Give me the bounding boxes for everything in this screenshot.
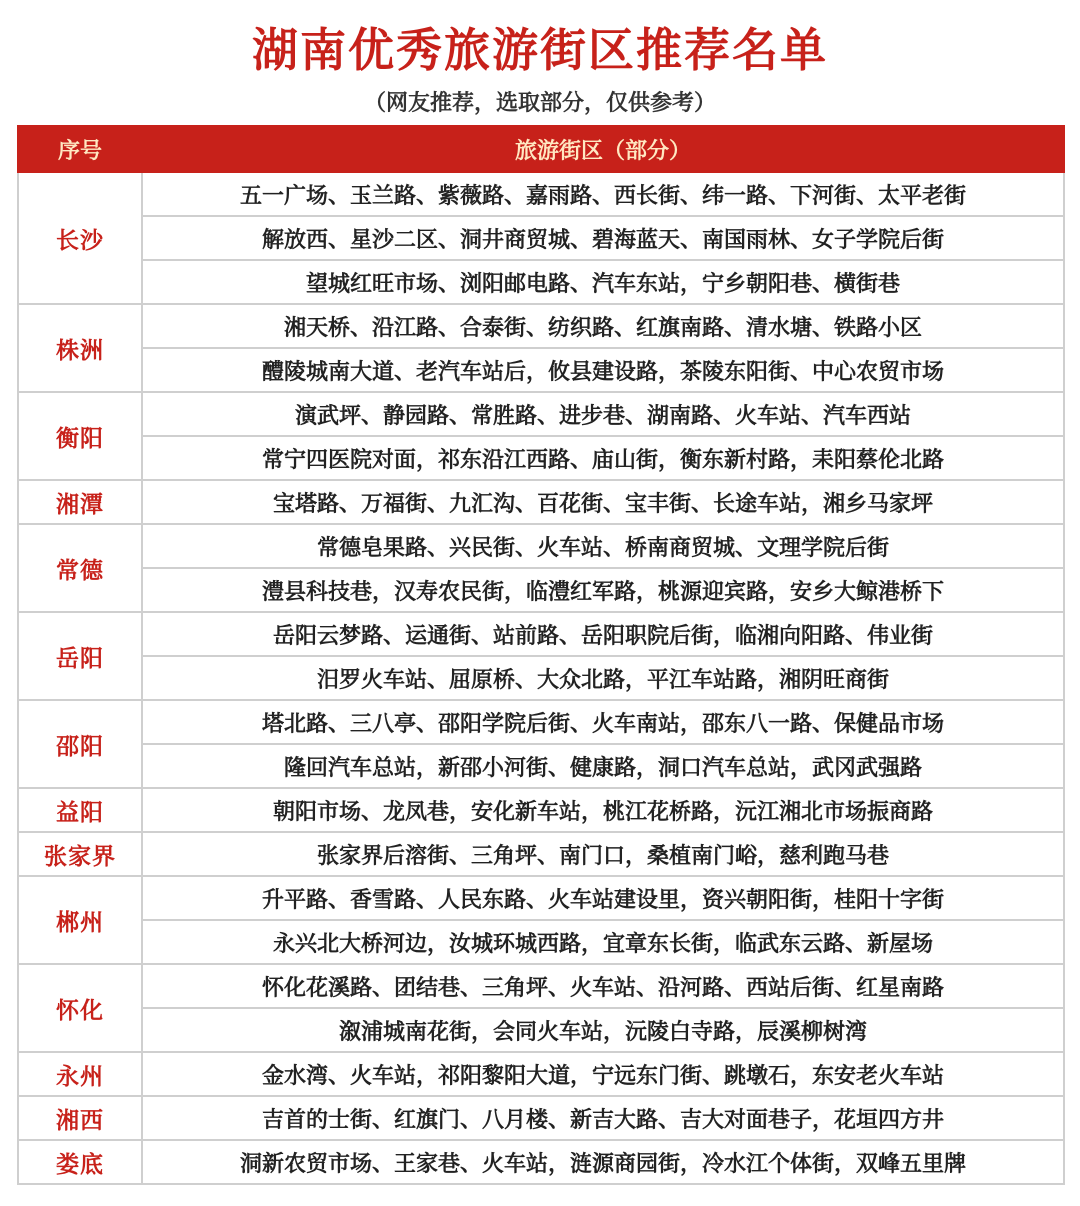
streets-cell: 吉首的士街、红旗门、八月楼、新吉大路、吉大对面巷子，花垣四方井: [142, 1096, 1064, 1140]
table-row: [18, 920, 1064, 964]
table-row: [18, 172, 1064, 216]
streets-cell: 汨罗火车站、屈原桥、大众北路，平江车站路，湘阴旺商街: [142, 656, 1064, 700]
streets-cell: 澧县科技巷，汉寿农民街，临澧红军路，桃源迎宾路，安乡大鲸港桥下: [142, 568, 1064, 612]
header-streets: 旅游街区（部分）: [142, 126, 1064, 172]
table-row: [18, 568, 1064, 612]
table-row: [18, 348, 1064, 392]
city-cell: 邵阳: [18, 700, 142, 788]
table-row: [18, 392, 1064, 436]
streets-cell: 望城红旺市场、浏阳邮电路、汽车东站，宁乡朝阳巷、横街巷: [142, 260, 1064, 304]
table-row: [18, 876, 1064, 920]
table-row: [18, 216, 1064, 260]
streets-table: [17, 125, 1065, 1185]
streets-cell: 解放西、星沙二区、洞井商贸城、碧海蓝天、南国雨林、女子学院后街: [142, 216, 1064, 260]
streets-cell: 怀化花溪路、团结巷、三角坪、火车站、沿河路、西站后街、红星南路: [142, 964, 1064, 1008]
page-subtitle: （网友推荐，选取部分，仅供参考）: [363, 91, 716, 116]
streets-cell: 演武坪、静园路、常胜路、进步巷、湖南路、火车站、汽车西站: [142, 392, 1064, 436]
table-row: [18, 1096, 1064, 1140]
city-cell: 湘潭: [18, 480, 142, 524]
table-row: [18, 304, 1064, 348]
streets-cell: 朝阳市场、龙凤巷，安化新车站，桃江花桥路，沅江湘北市场振商路: [142, 788, 1064, 832]
table-row: [18, 480, 1064, 524]
city-cell: 株洲: [18, 304, 142, 392]
streets-cell: 常德皂果路、兴民街、火车站、桥南商贸城、文理学院后街: [142, 524, 1064, 568]
table-row: [18, 612, 1064, 656]
city-cell: 娄底: [18, 1140, 142, 1184]
table-row: [18, 1008, 1064, 1052]
table-row: [18, 260, 1064, 304]
table-row: [18, 436, 1064, 480]
header-index: 序号: [18, 126, 142, 172]
streets-table-container: [17, 125, 1063, 1185]
city-cell: 常德: [18, 524, 142, 612]
table-row: [18, 832, 1064, 876]
streets-cell: 醴陵城南大道、老汽车站后，攸县建设路，茶陵东阳街、中心农贸市场: [142, 348, 1064, 392]
streets-cell: 金水湾、火车站，祁阳黎阳大道，宁远东门街、跳墩石，东安老火车站: [142, 1052, 1064, 1096]
city-cell: 怀化: [18, 964, 142, 1052]
streets-cell: 塔北路、三八亭、邵阳学院后街、火车南站，邵东八一路、保健品市场: [142, 700, 1064, 744]
city-cell: 衡阳: [18, 392, 142, 480]
table-row: [18, 788, 1064, 832]
streets-cell: 宝塔路、万福街、九汇沟、百花街、宝丰街、长途车站，湘乡马家坪: [142, 480, 1064, 524]
streets-cell: 洞新农贸市场、王家巷、火车站，涟源商园街，冷水江个体街，双峰五里牌: [142, 1140, 1064, 1184]
streets-cell: 永兴北大桥河边，汝城环城西路，宜章东长街，临武东云路、新屋场: [142, 920, 1064, 964]
city-cell: 益阳: [18, 788, 142, 832]
page-title: 湖南优秀旅游街区推荐名单: [252, 23, 828, 77]
streets-cell: 张家界后溶街、三角坪、南门口，桑植南门峪，慈利跑马巷: [142, 832, 1064, 876]
city-cell: 永州: [18, 1052, 142, 1096]
city-cell: 郴州: [18, 876, 142, 964]
table-row: [18, 524, 1064, 568]
streets-cell: 升平路、香雪路、人民东路、火车站建设里，资兴朝阳街，桂阳十字街: [142, 876, 1064, 920]
table-row: [18, 964, 1064, 1008]
city-cell: 长沙: [18, 172, 142, 304]
table-row: [18, 1140, 1064, 1184]
table-body: [18, 172, 1064, 1184]
table-row: [18, 1052, 1064, 1096]
streets-cell: 五一广场、玉兰路、紫薇路、嘉雨路、西长街、纬一路、下河街、太平老街: [142, 172, 1064, 216]
table-row: [18, 700, 1064, 744]
streets-cell: 溆浦城南花街，会同火车站，沅陵白寺路，辰溪柳树湾: [142, 1008, 1064, 1052]
streets-cell: 隆回汽车总站，新邵小河街、健康路，洞口汽车总站，武冈武强路: [142, 744, 1064, 788]
city-cell: 湘西: [18, 1096, 142, 1140]
streets-cell: 常宁四医院对面，祁东沿江西路、庙山街，衡东新村路，耒阳蔡伦北路: [142, 436, 1064, 480]
streets-cell: 岳阳云梦路、运通街、站前路、岳阳职院后街，临湘向阳路、伟业街: [142, 612, 1064, 656]
city-cell: 岳阳: [18, 612, 142, 700]
table-header-row: [18, 126, 1064, 172]
streets-cell: 湘天桥、沿江路、合泰街、纺织路、红旗南路、清水塘、铁路小区: [142, 304, 1064, 348]
table-row: [18, 744, 1064, 788]
city-cell: 张家界: [18, 832, 142, 876]
table-row: [18, 656, 1064, 700]
